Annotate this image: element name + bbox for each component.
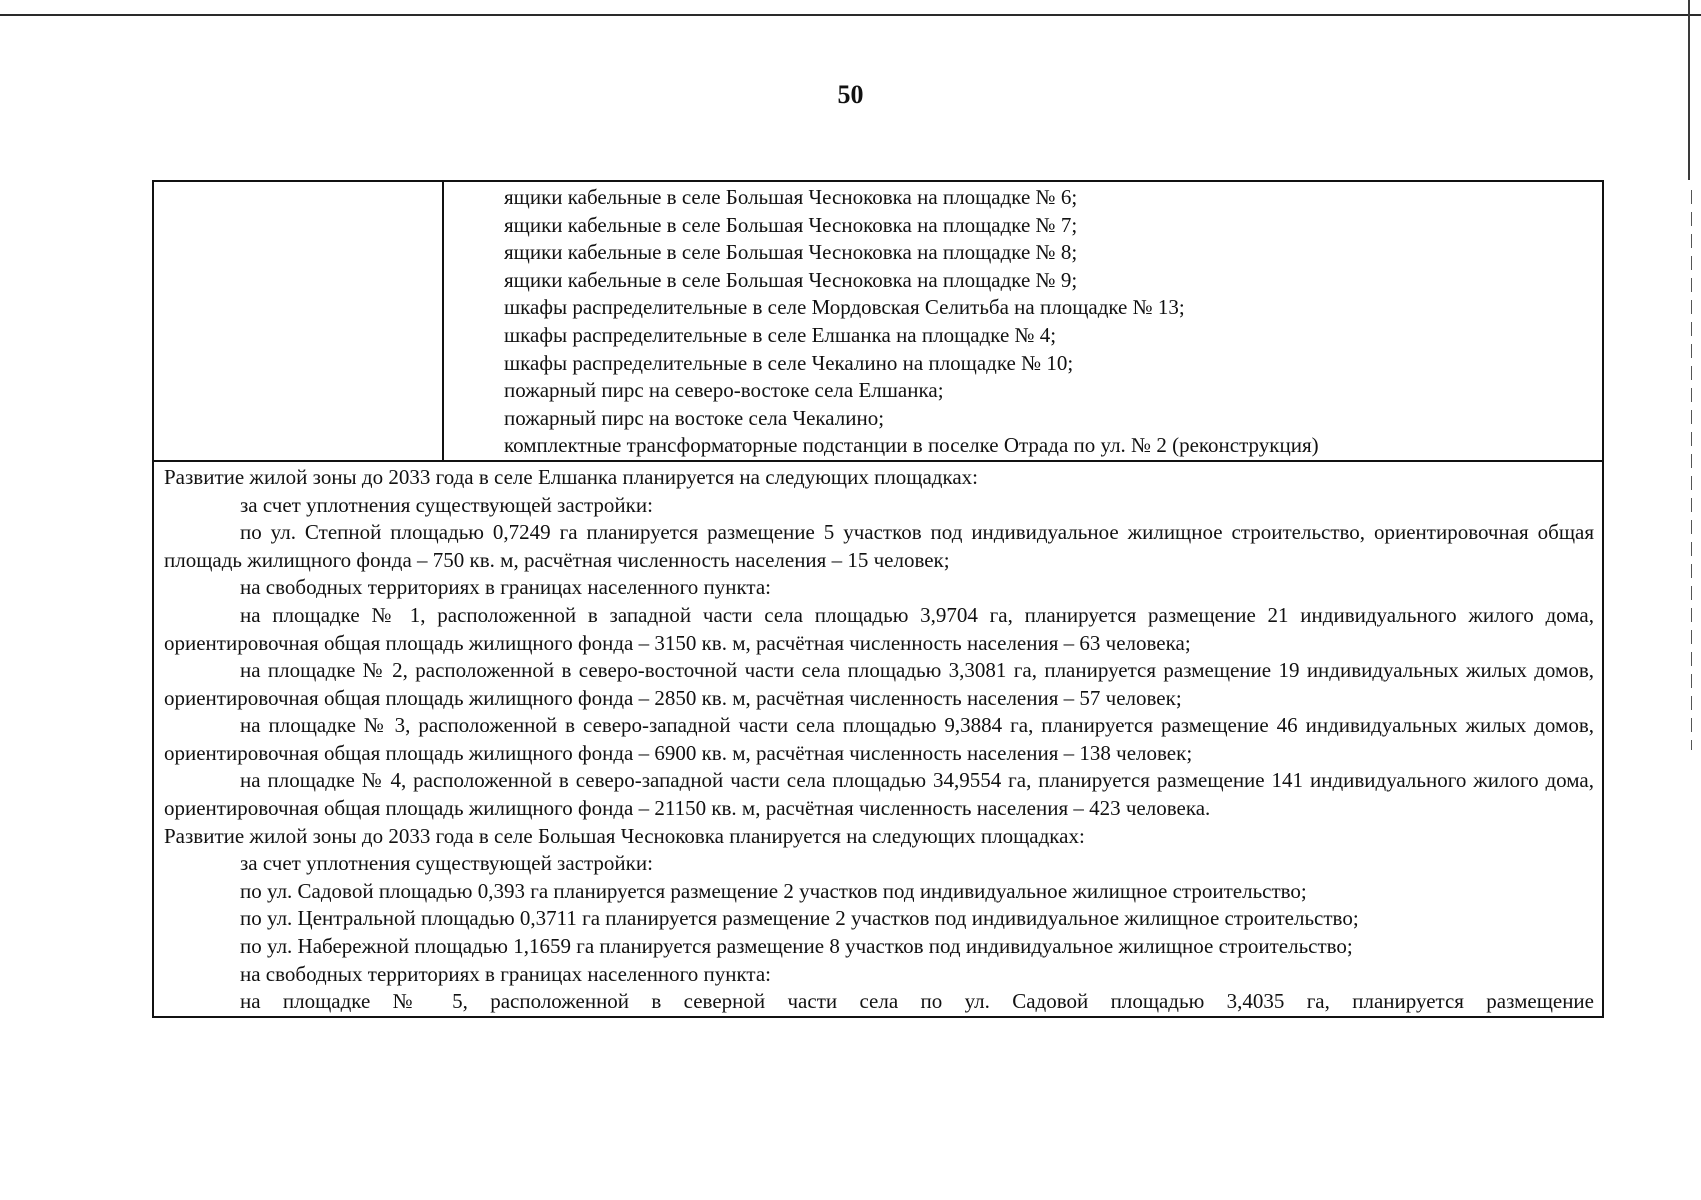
table-cell-equipment-list	[444, 182, 1602, 460]
paragraph: по ул. Набережной площадью 1,1659 га планируется размещение 8 участков под индивидуальное жилищное строительство;	[240, 934, 1353, 959]
paragraph: по ул. Центральной площадью 0,3711 га планируется размещение 2 участков под индивидуальное жилищное строительство;	[240, 906, 1359, 931]
list-item: ящики кабельные в селе Большая Чесноковка на площадке № 7;	[504, 212, 1078, 237]
paragraph-chesnokovka-heading: Развитие жилой зоны до 2033 года в селе Большая Чесноковка планируется на следующих площадках:	[164, 823, 1085, 848]
list-item: комплектные трансформаторные подстанции в поселке Отрада по ул. № 2 (реконструкция)	[504, 433, 1319, 458]
paragraph: на площадке № 2, расположенной в северо-восточной части села площадью 3,3081 га, планируется размещение 19 индивидуальных жилых домов, ориентировочная общая площадь жилищного фонда – 2850 кв. м, расчётная численность населения – 57 человек;	[164, 658, 1594, 710]
paragraph: по ул. Степной площадью 0,7249 га планируется размещение 5 участков под индивидуальное жилищное строительство, ориентировочная общая площадь жилищного фонда – 750 кв. м, расчётная численность населения – 15 человек;	[164, 520, 1594, 572]
page-number: 50	[837, 80, 864, 109]
paragraph: на площадке № 3, расположенной в северо-западной части села площадью 9,3884 га, планируется размещение 46 индивидуальных жилых домов, ориентировочная общая площадь жилищного фонда – 6900 кв. м, расчётная численность населения – 138 человек;	[164, 713, 1594, 765]
list-item: пожарный пирс на востоке села Чекалино;	[504, 405, 885, 430]
paragraph-elshanka-heading: Развитие жилой зоны до 2033 года в селе Елшанка планируется на следующих площадках:	[164, 464, 979, 489]
scan-edge-top	[0, 14, 1701, 16]
list-item: шкафы распределительные в селе Елшанка на площадке № 4;	[504, 322, 1057, 347]
paragraph: на свободных территориях в границах населенного пункта:	[240, 575, 771, 600]
paragraph: по ул. Садовой площадью 0,393 га планируется размещение 2 участков под индивидуальное жилищное строительство;	[240, 878, 1307, 903]
paragraph: за счет уплотнения существующей застройки:	[240, 492, 653, 517]
paragraph: на площадке № 1, расположенной в западной части села площадью 3,9704 га, планируется размещение 21 индивидуального жилого дома, ориентировочная общая площадь жилищного фонда – 3150 кв. м, расчётная численность населения – 63 человека;	[164, 602, 1594, 655]
list-item: пожарный пирс на северо-востоке села Елшанка;	[504, 378, 944, 403]
paragraph: на площадке № 5, расположенной в северной части села по ул. Садовой площадью 3,4035 га, планируется размещение	[240, 989, 1594, 1014]
table-cell-text	[154, 462, 1602, 1016]
list-item: ящики кабельные в селе Большая Чесноковка на площадке № 8;	[504, 240, 1078, 265]
paragraph: на площадке № 4, расположенной в северо-западной части села площадью 34,9554 га, планируется размещение 141 индивидуального жилого дома, ориентировочная общая площадь жилищного фонда – 21150 кв. м, расчётная численность населения – 423 человека.	[164, 768, 1594, 821]
table-row-equipment	[154, 182, 1602, 462]
paragraph: за счет уплотнения существующей застройки:	[240, 851, 653, 876]
list-item: шкафы распределительные в селе Мордовская Селитьба на площадке № 13;	[504, 295, 1185, 320]
list-item: шкафы распределительные в селе Чекалино на площадке № 10;	[504, 350, 1074, 375]
list-item: ящики кабельные в селе Большая Чесноковка на площадке № 9;	[504, 267, 1078, 292]
paragraph: на свободных территориях в границах населенного пункта:	[240, 961, 771, 986]
table-cell-empty	[154, 182, 444, 460]
scan-edge-right-dashed	[1691, 190, 1692, 750]
list-item: ящики кабельные в селе Большая Чесноковка на площадке № 6;	[504, 185, 1078, 209]
document-table	[152, 180, 1604, 1018]
